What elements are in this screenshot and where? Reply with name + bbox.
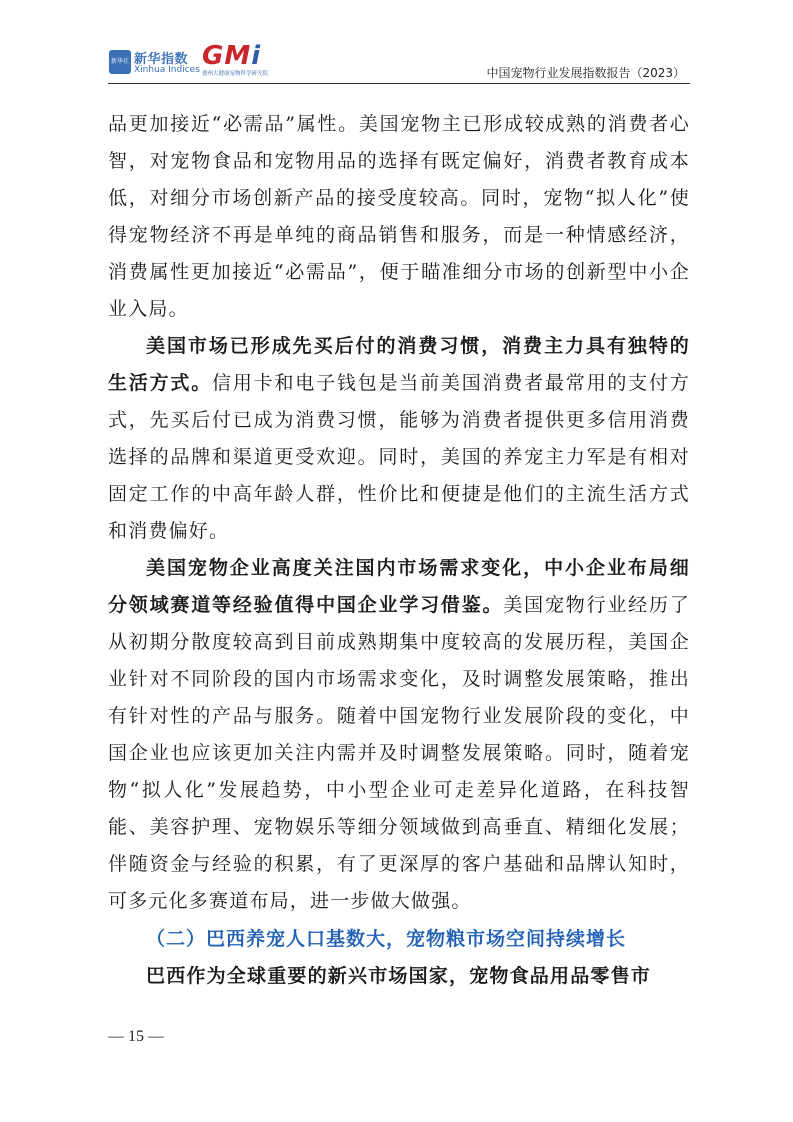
- paragraph-3-body: 美国宠物行业经历了从初期分散度较高到目前成熟期集中度较高的发展历程，美国企业针对不同阶段的国内市场需求变化，及时调整发展策略，推出有针对性的产品与服务。随着中国宠物行业发展阶段的变化，中国企业也应该更加关注内需并及时调整发展策略。同时，随着宠物“拟人化”发展趋势，中小型企业可走差异化道路，在科技智能、美容护理、宠物娱乐等细分领域做到高垂直、精细化发展；伴随资金与经验的积累，有了更深厚的客户基础和品牌认知时，可多元化多赛道布局，进一步做大做强。: [108, 594, 690, 912]
- paragraph-2-lead: 美国市场已形成先买后付的消费习惯，消费主力具有独特的生活方式。: [108, 335, 690, 394]
- page-number: — 15 —: [108, 1028, 164, 1045]
- paragraph-2-body: 信用卡和电子钱包是当前美国消费者最常用的支付方式，先买后付已成为消费习惯，能够为消费者提供更多信用消费选择的品牌和渠道更受欢迎。同时，美国的养宠主力军是有相对固定工作的中高年龄人群，性价比和便捷是他们的主流生活方式和消费偏好。: [108, 372, 690, 542]
- gmi-logo-word: GMi: [202, 41, 262, 71]
- xinhua-logo-subtitle: Xinhua Indices: [134, 65, 200, 75]
- paragraph-4-lead: 巴西作为全球重要的新兴市场国家，宠物食品用品零售市: [146, 965, 652, 987]
- xinhua-logo-name: 新华指数: [134, 52, 189, 67]
- paragraph-3: [108, 550, 690, 920]
- xinhua-indices-logo: [109, 48, 199, 78]
- xinhua-logo-mark-icon: 新华社: [109, 50, 131, 74]
- header-divider: [108, 83, 690, 84]
- paragraph-4: [108, 958, 690, 995]
- gmi-logo: [202, 41, 294, 79]
- page-body: [108, 106, 690, 995]
- paragraph-1: 品更加接近“必需品”属性。美国宠物主已形成较成熟的消费者心智，对宠物食品和宠物用品的选择有既定偏好，消费者教育成本低，对细分市场创新产品的接受度较高。同时，宠物“拟人化”使得宠物经济不再是单纯的商品销售和服务，而是一种情感经济，消费属性更加接近“必需品”，便于瞄准细分市场的创新型中小企业入局。: [108, 113, 690, 320]
- report-title: 中国宠物行业发展指数报告（2023）: [486, 66, 685, 80]
- page-header: [0, 0, 793, 90]
- section-heading: （二）巴西养宠人口基数大，宠物粮市场空间持续增长: [146, 928, 627, 950]
- paragraph-2: [108, 328, 690, 550]
- paragraph-3-lead: 美国宠物企业高度关注国内市场需求变化，中小企业布局细分领域赛道等经验值得中国企业学习借鉴。: [108, 557, 690, 616]
- gmi-logo-org: 德州大健康宠物科学研究院: [202, 71, 269, 77]
